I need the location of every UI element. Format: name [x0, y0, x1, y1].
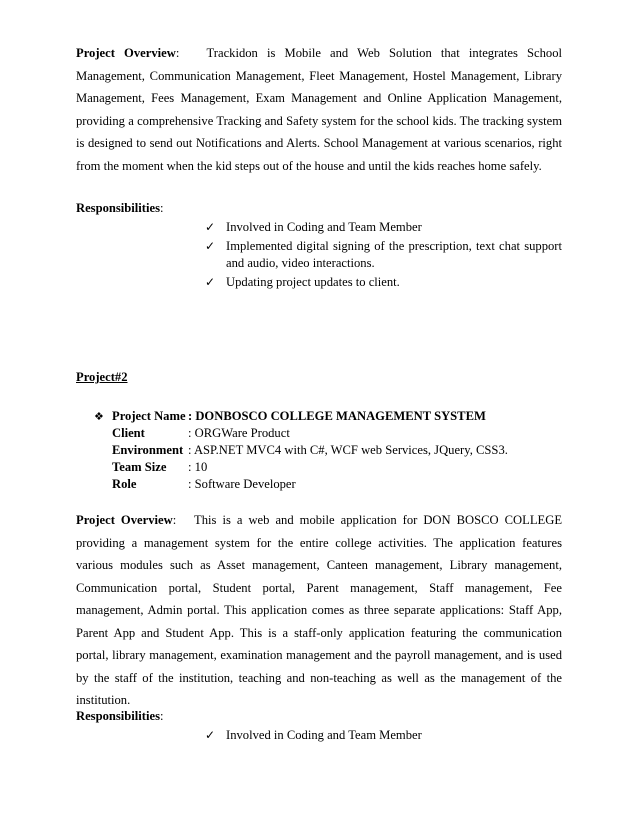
list-item: ✓ Involved in Coding and Team Member — [205, 728, 422, 742]
project1-responsibilities-list — [205, 219, 562, 293]
project2-responsibilities-list — [205, 727, 562, 746]
list-item: ✓ Implemented digital signing of the prescription, text chat support and audio, video interactions. — [205, 239, 562, 270]
overview-text: Trackidon is Mobile and Web Solution that integrates School Management, Communication Management, Fleet Management, Hostel Management, Library Management, Fees Management, Exam Management and Online Application Management, providing a comprehensive Tracking and Safety system for the school kids. The tracking system is designed to send out Notifications and Alerts. School Management at various scenarios, right from the moment when the kid steps out of the house and until the kids reaches home safely. — [76, 46, 562, 173]
project1-overview: Project Overview: Trackidon is Mobile and Web Solution that integrates School Management, Communication Management, Fleet Management, Hostel Management, Library Management, Fees Management, Exam Management and Online Application Management, providing a comprehensive Tracking and Safety system for the school kids. The tracking system is designed to send out Notifications and Alerts. School Management at various scenarios, right from the moment when the kid steps out of the house and until the kids reaches home safely. — [76, 46, 562, 173]
checkmark-icon: ✓ — [205, 220, 216, 234]
overview-label: Project Overview — [76, 513, 173, 527]
overview-label: Project Overview — [76, 46, 176, 60]
project2-overview: Project Overview: This is a web and mobile application for DON BOSCO COLLEGE providing a management system for the entire college activities. The application features various modules such as Asset management, Canteen management, Library management, Communication portal, Student portal, Parent management, Staff management, Fee management, Admin portal. This application comes as three separate applications: Staff App, Parent App and Student App. This is a staff-only application featuring the communication portal, library management, examination management and the payroll management, and is used by the staff of the institution, teaching and non-teaching as well as the management of the institution. — [76, 513, 563, 707]
responsibilities-label: Responsibilities — [76, 201, 160, 215]
checkmark-icon: ✓ — [205, 728, 216, 742]
diamond-bullet-icon: ❖ — [94, 410, 104, 423]
checkmark-icon: ✓ — [205, 239, 216, 253]
document-page: Project Overview: Trackidon is Mobile and Web Solution that integrates School Management, Communication Management, Fleet Management, Hostel Management, Library Management, Fees Management, Exam Management and Online Application Management, providing a comprehensive Tracking and Safety system for the school kids. The tracking system is designed to send out Notifications and Alerts. School Management at various scenarios, right from the moment when the kid steps out of the house and until the kids reaches home safely. Responsibilities: ✓ Involved in Coding and Team Member ✓ Implemented digital signing of the prescription, text chat support and audio, video interactions. ✓ Updating project updates to client. Project#2 ❖ Project Name : DONBOSCO COLLEGE MANAGEMENT SYSTEM Client : ORGWare Product Environment : ASP.NET MVC4 with C#, WCF web Services, JQuery, CSS3. Team Size : 10 Role : Software Developer Project Overview: This is a web and mobile application for DON BOSCO COLLEGE providing a management system for the entire college activities. The application features various modules such as Asset management, Canteen management, Library management, Communication portal, Student portal, Parent management, Staff management, Fee management, Admin portal. This application comes as three separate applications: Staff App, Parent App and Student App. This is a staff-only application featuring the communication portal, library management, examination management and the payroll management, and is used by the staff of the institution, teaching and non-teaching as well as the management of the institution. Responsibilities: ✓ Involved in Coding and Team Member — [0, 0, 638, 826]
checkmark-icon: ✓ — [205, 275, 216, 289]
overview-text: This is a web and mobile application for DON BOSCO COLLEGE providing a management system for the entire college activities. The application features various modules such as Asset management, Canteen management, Library management, Communication portal, Student portal, Parent management, Staff management, Fee management, Admin portal. This application comes as three separate applications: Staff App, Parent App and Student App. This is a staff-only application featuring the communication portal, library management, examination management and the payroll management, and is used by the staff of the institution, teaching and non-teaching as well as the management of the institution. — [76, 513, 563, 707]
list-item: ✓ Involved in Coding and Team Member — [205, 220, 422, 234]
list-item: ✓ Updating project updates to client. — [205, 275, 400, 289]
responsibilities-label: Responsibilities — [76, 709, 160, 723]
project2-responsibilities-heading: Responsibilities: — [76, 709, 164, 723]
project2-heading: Project#2 — [76, 370, 128, 384]
project1-responsibilities-heading: Responsibilities: — [76, 201, 164, 215]
